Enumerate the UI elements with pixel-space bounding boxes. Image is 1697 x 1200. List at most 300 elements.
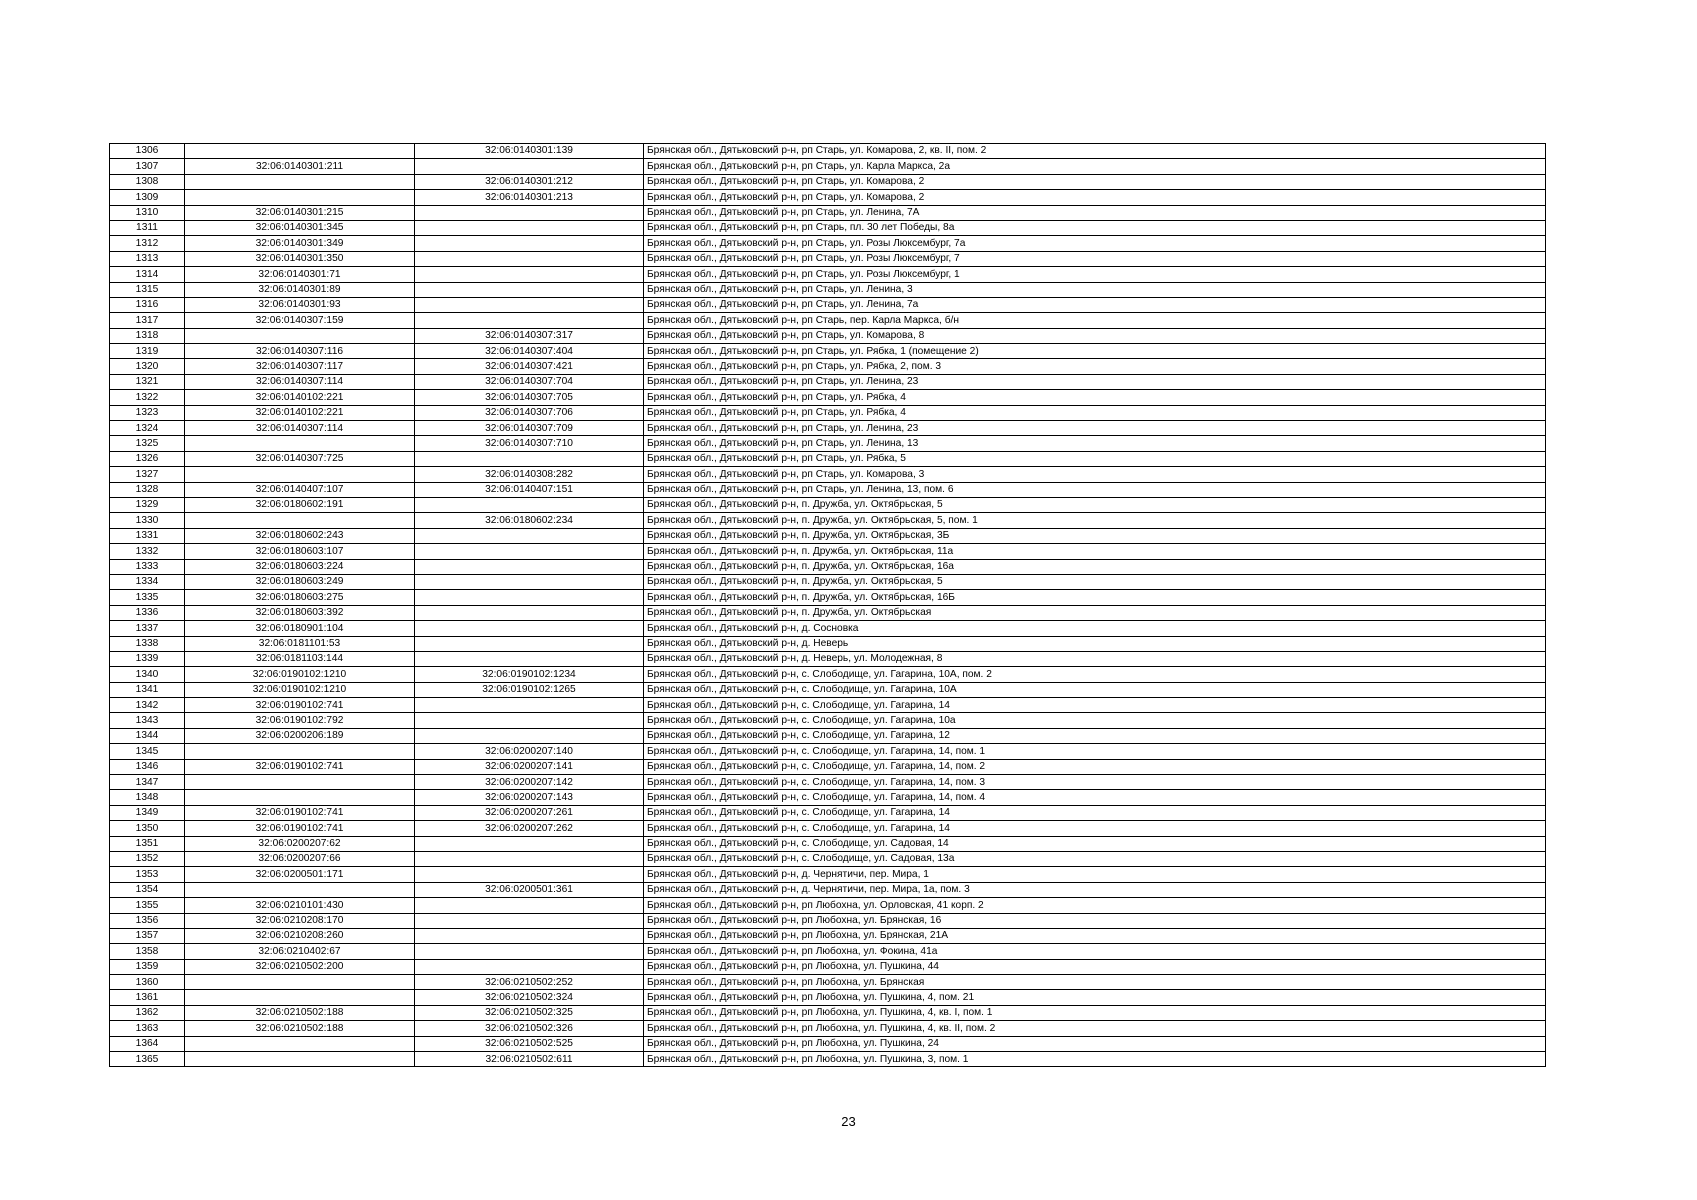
address-cell: Брянская обл., Дятьковский р-н, рп Старь, ул. Ленина, 7А [644, 205, 1546, 220]
cadastral-number-cell: 32:06:0140301:345 [185, 220, 415, 235]
row-number-cell: 1353 [110, 867, 185, 882]
address-cell: Брянская обл., Дятьковский р-н, с. Слободище, ул. Гагарина, 12 [644, 728, 1546, 743]
address-cell: Брянская обл., Дятьковский р-н, с. Слободище, ул. Гагарина, 14, пом. 2 [644, 759, 1546, 774]
row-number-cell: 1362 [110, 1005, 185, 1020]
address-cell: Брянская обл., Дятьковский р-н, рп Старь, ул. Розы Люксембург, 1 [644, 267, 1546, 282]
table-row [110, 159, 1546, 174]
row-number-cell: 1359 [110, 959, 185, 974]
address-cell: Брянская обл., Дятьковский р-н, рп Старь, пер. Карла Маркса, б/н [644, 313, 1546, 328]
cadastral-number-cell: 32:06:0140307:725 [185, 451, 415, 466]
cadastral-number-cell: 32:06:0210502:188 [185, 1005, 415, 1020]
address-cell: Брянская обл., Дятьковский р-н, рп Любохна, ул. Брянская, 21А [644, 928, 1546, 943]
address-cell: Брянская обл., Дятьковский р-н, рп Старь, ул. Комарова, 2 [644, 174, 1546, 189]
cadastral-number-cell [185, 975, 415, 990]
premises-cadastral-number-cell: 32:06:0210502:326 [415, 1021, 644, 1036]
address-cell: Брянская обл., Дятьковский р-н, рп Старь, ул. Рябка, 4 [644, 405, 1546, 420]
row-number-cell: 1327 [110, 467, 185, 482]
table-row [110, 205, 1546, 220]
premises-cadastral-number-cell [415, 851, 644, 866]
address-cell: Брянская обл., Дятьковский р-н, с. Слободище, ул. Гагарина, 10а [644, 713, 1546, 728]
address-cell: Брянская обл., Дятьковский р-н, с. Слободище, ул. Гагарина, 14 [644, 698, 1546, 713]
cadastral-number-cell [185, 328, 415, 343]
row-number-cell: 1322 [110, 390, 185, 405]
table-row [110, 359, 1546, 374]
cadastral-number-cell: 32:06:0190102:1210 [185, 682, 415, 697]
table-row [110, 990, 1546, 1005]
premises-cadastral-number-cell [415, 728, 644, 743]
cadastral-number-cell: 32:06:0190102:741 [185, 821, 415, 836]
row-number-cell: 1358 [110, 944, 185, 959]
row-number-cell: 1343 [110, 713, 185, 728]
row-number-cell: 1350 [110, 821, 185, 836]
row-number-cell: 1337 [110, 621, 185, 636]
address-cell: Брянская обл., Дятьковский р-н, д. Неверь [644, 636, 1546, 651]
cadastral-number-cell [185, 790, 415, 805]
row-number-cell: 1308 [110, 174, 185, 189]
row-number-cell: 1330 [110, 513, 185, 528]
row-number-cell: 1360 [110, 975, 185, 990]
cadastral-number-cell [185, 513, 415, 528]
cadastral-number-cell: 32:06:0190102:741 [185, 698, 415, 713]
premises-cadastral-number-cell: 32:06:0200207:143 [415, 790, 644, 805]
page-number: 23 [841, 1114, 856, 1129]
table-row [110, 482, 1546, 497]
table-row [110, 913, 1546, 928]
table-row [110, 251, 1546, 266]
premises-cadastral-number-cell: 32:06:0200501:361 [415, 882, 644, 897]
address-cell: Брянская обл., Дятьковский р-н, п. Дружба, ул. Октябрьская, 16а [644, 559, 1546, 574]
row-number-cell: 1341 [110, 682, 185, 697]
row-number-cell: 1311 [110, 220, 185, 235]
premises-cadastral-number-cell: 32:06:0140301:212 [415, 174, 644, 189]
premises-cadastral-number-cell [415, 928, 644, 943]
address-cell: Брянская обл., Дятьковский р-н, д. Неверь, ул. Молодежная, 8 [644, 651, 1546, 666]
table-row [110, 236, 1546, 251]
address-cell: Брянская обл., Дятьковский р-н, п. Дружба, ул. Октябрьская, 16Б [644, 590, 1546, 605]
address-cell: Брянская обл., Дятьковский р-н, рп Старь, ул. Розы Люксембург, 7а [644, 236, 1546, 251]
premises-cadastral-number-cell: 32:06:0140307:709 [415, 421, 644, 436]
address-cell: Брянская обл., Дятьковский р-н, рп Старь, ул. Карла Маркса, 2а [644, 159, 1546, 174]
cadastral-number-cell [185, 190, 415, 205]
cadastral-number-cell: 32:06:0210101:430 [185, 898, 415, 913]
table-row [110, 821, 1546, 836]
cadastral-number-cell: 32:06:0140301:93 [185, 297, 415, 312]
cadastral-number-cell: 32:06:0140102:221 [185, 390, 415, 405]
premises-cadastral-number-cell [415, 836, 644, 851]
address-cell: Брянская обл., Дятьковский р-н, рп Любохна, ул. Пушкина, 4, пом. 21 [644, 990, 1546, 1005]
premises-cadastral-number-cell: 32:06:0210502:525 [415, 1036, 644, 1051]
premises-cadastral-number-cell [415, 605, 644, 620]
table-row [110, 651, 1546, 666]
table-row [110, 267, 1546, 282]
row-number-cell: 1331 [110, 528, 185, 543]
cadastral-number-cell: 32:06:0200501:171 [185, 867, 415, 882]
address-cell: Брянская обл., Дятьковский р-н, п. Дружба, ул. Октябрьская, 5 [644, 497, 1546, 512]
address-cell: Брянская обл., Дятьковский р-н, рп Старь, ул. Рябка, 4 [644, 390, 1546, 405]
cadastral-number-cell: 32:06:0180602:243 [185, 528, 415, 543]
table-row [110, 1021, 1546, 1036]
address-cell: Брянская обл., Дятьковский р-н, рп Любохна, ул. Пушкина, 24 [644, 1036, 1546, 1051]
cadastral-number-cell [185, 990, 415, 1005]
address-cell: Брянская обл., Дятьковский р-н, с. Слободище, ул. Гагарина, 10А, пом. 2 [644, 667, 1546, 682]
table-row [110, 544, 1546, 559]
premises-cadastral-number-cell [415, 713, 644, 728]
address-cell: Брянская обл., Дятьковский р-н, рп Старь, ул. Рябка, 2, пом. 3 [644, 359, 1546, 374]
cadastral-number-cell: 32:06:0180603:107 [185, 544, 415, 559]
cadastral-number-cell: 32:06:0140307:159 [185, 313, 415, 328]
table-row [110, 590, 1546, 605]
row-number-cell: 1332 [110, 544, 185, 559]
address-cell: Брянская обл., Дятьковский р-н, рп Любохна, ул. Орловская, 41 корп. 2 [644, 898, 1546, 913]
cadastral-number-cell: 32:06:0190102:741 [185, 805, 415, 820]
row-number-cell: 1340 [110, 667, 185, 682]
row-number-cell: 1321 [110, 374, 185, 389]
table-row [110, 959, 1546, 974]
premises-cadastral-number-cell [415, 544, 644, 559]
premises-cadastral-number-cell [415, 651, 644, 666]
row-number-cell: 1326 [110, 451, 185, 466]
cadastral-number-cell: 32:06:0210502:200 [185, 959, 415, 974]
table-row [110, 759, 1546, 774]
cadastral-number-cell: 32:06:0140307:116 [185, 344, 415, 359]
row-number-cell: 1349 [110, 805, 185, 820]
table-row [110, 867, 1546, 882]
premises-cadastral-number-cell: 32:06:0140301:139 [415, 144, 644, 159]
table-row [110, 282, 1546, 297]
cadastral-number-cell: 32:06:0180901:104 [185, 621, 415, 636]
cadastral-number-cell: 32:06:0181103:144 [185, 651, 415, 666]
table-row [110, 528, 1546, 543]
cadastral-number-cell [185, 882, 415, 897]
table-row [110, 144, 1546, 159]
cadastral-number-cell [185, 775, 415, 790]
row-number-cell: 1363 [110, 1021, 185, 1036]
cadastral-number-cell: 32:06:0210208:260 [185, 928, 415, 943]
cadastral-number-cell: 32:06:0140407:107 [185, 482, 415, 497]
property-table [109, 143, 1546, 1067]
row-number-cell: 1346 [110, 759, 185, 774]
premises-cadastral-number-cell: 32:06:0210502:611 [415, 1052, 644, 1067]
table-row [110, 836, 1546, 851]
address-cell: Брянская обл., Дятьковский р-н, п. Дружба, ул. Октябрьская, 3Б [644, 528, 1546, 543]
cadastral-number-cell: 32:06:0200206:189 [185, 728, 415, 743]
premises-cadastral-number-cell [415, 313, 644, 328]
address-cell: Брянская обл., Дятьковский р-н, рп Старь, ул. Ленина, 13 [644, 436, 1546, 451]
table-row [110, 1005, 1546, 1020]
row-number-cell: 1314 [110, 267, 185, 282]
row-number-cell: 1339 [110, 651, 185, 666]
table-row [110, 344, 1546, 359]
address-cell: Брянская обл., Дятьковский р-н, с. Слободище, ул. Садовая, 13а [644, 851, 1546, 866]
cadastral-number-cell: 32:06:0180602:191 [185, 497, 415, 512]
address-cell: Брянская обл., Дятьковский р-н, рп Старь, ул. Комарова, 2, кв. II, пом. 2 [644, 144, 1546, 159]
address-cell: Брянская обл., Дятьковский р-н, с. Слободище, ул. Гагарина, 14, пом. 4 [644, 790, 1546, 805]
address-cell: Брянская обл., Дятьковский р-н, с. Слободище, ул. Гагарина, 14 [644, 805, 1546, 820]
address-cell: Брянская обл., Дятьковский р-н, п. Дружба, ул. Октябрьская [644, 605, 1546, 620]
address-cell: Брянская обл., Дятьковский р-н, д. Сосновка [644, 621, 1546, 636]
row-number-cell: 1306 [110, 144, 185, 159]
table-row [110, 559, 1546, 574]
premises-cadastral-number-cell: 32:06:0190102:1234 [415, 667, 644, 682]
cadastral-number-cell: 32:06:0190102:1210 [185, 667, 415, 682]
table-row [110, 467, 1546, 482]
premises-cadastral-number-cell: 32:06:0200207:261 [415, 805, 644, 820]
table-row [110, 297, 1546, 312]
cadastral-number-cell: 32:06:0190102:741 [185, 759, 415, 774]
premises-cadastral-number-cell [415, 944, 644, 959]
premises-cadastral-number-cell: 32:06:0210502:325 [415, 1005, 644, 1020]
address-cell: Брянская обл., Дятьковский р-н, д. Чернятичи, пер. Мира, 1а, пом. 3 [644, 882, 1546, 897]
address-cell: Брянская обл., Дятьковский р-н, рп Старь, ул. Рябка, 1 (помещение 2) [644, 344, 1546, 359]
table-row [110, 1052, 1546, 1067]
address-cell: Брянская обл., Дятьковский р-н, рп Старь, ул. Ленина, 23 [644, 374, 1546, 389]
address-cell: Брянская обл., Дятьковский р-н, рп Любохна, ул. Брянская [644, 975, 1546, 990]
table-row [110, 390, 1546, 405]
premises-cadastral-number-cell [415, 898, 644, 913]
row-number-cell: 1357 [110, 928, 185, 943]
address-cell: Брянская обл., Дятьковский р-н, рп Старь, ул. Комарова, 2 [644, 190, 1546, 205]
cadastral-number-cell [185, 467, 415, 482]
row-number-cell: 1325 [110, 436, 185, 451]
row-number-cell: 1323 [110, 405, 185, 420]
address-cell: Брянская обл., Дятьковский р-н, рп Старь, ул. Ленина, 3 [644, 282, 1546, 297]
row-number-cell: 1338 [110, 636, 185, 651]
premises-cadastral-number-cell [415, 267, 644, 282]
address-cell: Брянская обл., Дятьковский р-н, рп Старь, ул. Ленина, 13, пом. 6 [644, 482, 1546, 497]
premises-cadastral-number-cell: 32:06:0140307:706 [415, 405, 644, 420]
address-cell: Брянская обл., Дятьковский р-н, рп Старь, ул. Розы Люксембург, 7 [644, 251, 1546, 266]
address-cell: Брянская обл., Дятьковский р-н, рп Старь, ул. Ленина, 7а [644, 297, 1546, 312]
table-row [110, 728, 1546, 743]
row-number-cell: 1345 [110, 744, 185, 759]
premises-cadastral-number-cell: 32:06:0200207:142 [415, 775, 644, 790]
premises-cadastral-number-cell [415, 698, 644, 713]
table-row [110, 944, 1546, 959]
row-number-cell: 1354 [110, 882, 185, 897]
row-number-cell: 1351 [110, 836, 185, 851]
cadastral-number-cell: 32:06:0140301:211 [185, 159, 415, 174]
premises-cadastral-number-cell [415, 913, 644, 928]
address-cell: Брянская обл., Дятьковский р-н, с. Слободище, ул. Гагарина, 14, пом. 3 [644, 775, 1546, 790]
row-number-cell: 1315 [110, 282, 185, 297]
cadastral-number-cell [185, 174, 415, 189]
address-cell: Брянская обл., Дятьковский р-н, п. Дружба, ул. Октябрьская, 5 [644, 574, 1546, 589]
row-number-cell: 1312 [110, 236, 185, 251]
cadastral-number-cell: 32:06:0140301:89 [185, 282, 415, 297]
premises-cadastral-number-cell [415, 636, 644, 651]
table-row [110, 698, 1546, 713]
premises-cadastral-number-cell: 32:06:0210502:252 [415, 975, 644, 990]
table-row [110, 805, 1546, 820]
row-number-cell: 1328 [110, 482, 185, 497]
address-cell: Брянская обл., Дятьковский р-н, рп Любохна, ул. Фокина, 41а [644, 944, 1546, 959]
cadastral-number-cell: 32:06:0140301:350 [185, 251, 415, 266]
address-cell: Брянская обл., Дятьковский р-н, рп Старь, ул. Комарова, 8 [644, 328, 1546, 343]
cadastral-number-cell [185, 144, 415, 159]
address-cell: Брянская обл., Дятьковский р-н, рп Любохна, ул. Брянская, 16 [644, 913, 1546, 928]
property-table-body [110, 144, 1546, 1067]
cadastral-number-cell: 32:06:0210502:188 [185, 1021, 415, 1036]
row-number-cell: 1324 [110, 421, 185, 436]
premises-cadastral-number-cell [415, 574, 644, 589]
premises-cadastral-number-cell: 32:06:0200207:262 [415, 821, 644, 836]
premises-cadastral-number-cell [415, 251, 644, 266]
premises-cadastral-number-cell: 32:06:0200207:141 [415, 759, 644, 774]
row-number-cell: 1333 [110, 559, 185, 574]
cadastral-number-cell: 32:06:0140307:114 [185, 374, 415, 389]
premises-cadastral-number-cell: 32:06:0140301:213 [415, 190, 644, 205]
address-cell: Брянская обл., Дятьковский р-н, рп Старь, ул. Ленина, 23 [644, 421, 1546, 436]
address-cell: Брянская обл., Дятьковский р-н, с. Слободище, ул. Гагарина, 10А [644, 682, 1546, 697]
row-number-cell: 1319 [110, 344, 185, 359]
address-cell: Брянская обл., Дятьковский р-н, с. Слободище, ул. Гагарина, 14, пом. 1 [644, 744, 1546, 759]
cadastral-number-cell: 32:06:0140307:117 [185, 359, 415, 374]
row-number-cell: 1307 [110, 159, 185, 174]
table-row [110, 190, 1546, 205]
table-row [110, 451, 1546, 466]
address-cell: Брянская обл., Дятьковский р-н, п. Дружба, ул. Октябрьская, 11а [644, 544, 1546, 559]
cadastral-number-cell: 32:06:0180603:392 [185, 605, 415, 620]
cadastral-number-cell: 32:06:0180603:224 [185, 559, 415, 574]
table-row [110, 605, 1546, 620]
premises-cadastral-number-cell: 32:06:0140307:705 [415, 390, 644, 405]
table-row [110, 775, 1546, 790]
premises-cadastral-number-cell [415, 497, 644, 512]
table-row [110, 851, 1546, 866]
premises-cadastral-number-cell [415, 282, 644, 297]
premises-cadastral-number-cell [415, 528, 644, 543]
address-cell: Брянская обл., Дятьковский р-н, с. Слободище, ул. Садовая, 14 [644, 836, 1546, 851]
premises-cadastral-number-cell: 32:06:0140307:317 [415, 328, 644, 343]
table-row [110, 898, 1546, 913]
row-number-cell: 1344 [110, 728, 185, 743]
row-number-cell: 1334 [110, 574, 185, 589]
premises-cadastral-number-cell [415, 297, 644, 312]
address-cell: Брянская обл., Дятьковский р-н, п. Дружба, ул. Октябрьская, 5, пом. 1 [644, 513, 1546, 528]
cadastral-number-cell [185, 1036, 415, 1051]
table-row [110, 636, 1546, 651]
cadastral-number-cell: 32:06:0140301:349 [185, 236, 415, 251]
premises-cadastral-number-cell [415, 236, 644, 251]
premises-cadastral-number-cell: 32:06:0180602:234 [415, 513, 644, 528]
table-row [110, 497, 1546, 512]
table-row [110, 621, 1546, 636]
row-number-cell: 1342 [110, 698, 185, 713]
row-number-cell: 1317 [110, 313, 185, 328]
row-number-cell: 1365 [110, 1052, 185, 1067]
address-cell: Брянская обл., Дятьковский р-н, д. Чернятичи, пер. Мира, 1 [644, 867, 1546, 882]
cadastral-number-cell: 32:06:0181101:53 [185, 636, 415, 651]
row-number-cell: 1335 [110, 590, 185, 605]
cadastral-number-cell: 32:06:0210208:170 [185, 913, 415, 928]
table-row [110, 667, 1546, 682]
premises-cadastral-number-cell: 32:06:0200207:140 [415, 744, 644, 759]
premises-cadastral-number-cell [415, 559, 644, 574]
cadastral-number-cell [185, 1052, 415, 1067]
table-row [110, 790, 1546, 805]
row-number-cell: 1348 [110, 790, 185, 805]
premises-cadastral-number-cell: 32:06:0210502:324 [415, 990, 644, 1005]
cadastral-number-cell: 32:06:0180603:249 [185, 574, 415, 589]
premises-cadastral-number-cell: 32:06:0140407:151 [415, 482, 644, 497]
premises-cadastral-number-cell: 32:06:0190102:1265 [415, 682, 644, 697]
row-number-cell: 1352 [110, 851, 185, 866]
cadastral-number-cell: 32:06:0140307:114 [185, 421, 415, 436]
premises-cadastral-number-cell: 32:06:0140307:404 [415, 344, 644, 359]
row-number-cell: 1347 [110, 775, 185, 790]
premises-cadastral-number-cell [415, 621, 644, 636]
table-row [110, 513, 1546, 528]
row-number-cell: 1355 [110, 898, 185, 913]
row-number-cell: 1313 [110, 251, 185, 266]
table-row [110, 1036, 1546, 1051]
address-cell: Брянская обл., Дятьковский р-н, рп Старь, ул. Рябка, 5 [644, 451, 1546, 466]
row-number-cell: 1310 [110, 205, 185, 220]
cadastral-number-cell: 32:06:0140301:71 [185, 267, 415, 282]
premises-cadastral-number-cell [415, 590, 644, 605]
row-number-cell: 1320 [110, 359, 185, 374]
table-row [110, 436, 1546, 451]
premises-cadastral-number-cell [415, 451, 644, 466]
table-row [110, 882, 1546, 897]
row-number-cell: 1364 [110, 1036, 185, 1051]
premises-cadastral-number-cell [415, 205, 644, 220]
table-row [110, 713, 1546, 728]
premises-cadastral-number-cell: 32:06:0140308:282 [415, 467, 644, 482]
row-number-cell: 1329 [110, 497, 185, 512]
premises-cadastral-number-cell: 32:06:0140307:710 [415, 436, 644, 451]
row-number-cell: 1318 [110, 328, 185, 343]
row-number-cell: 1316 [110, 297, 185, 312]
table-row [110, 405, 1546, 420]
premises-cadastral-number-cell [415, 867, 644, 882]
table-row [110, 928, 1546, 943]
premises-cadastral-number-cell [415, 220, 644, 235]
table-row [110, 682, 1546, 697]
cadastral-number-cell: 32:06:0200207:62 [185, 836, 415, 851]
table-row [110, 574, 1546, 589]
cadastral-number-cell [185, 436, 415, 451]
address-cell: Брянская обл., Дятьковский р-н, рп Любохна, ул. Пушкина, 4, кв. I, пом. 1 [644, 1005, 1546, 1020]
table-row [110, 220, 1546, 235]
address-cell: Брянская обл., Дятьковский р-н, рп Старь, ул. Комарова, 3 [644, 467, 1546, 482]
row-number-cell: 1336 [110, 605, 185, 620]
row-number-cell: 1356 [110, 913, 185, 928]
cadastral-number-cell: 32:06:0190102:792 [185, 713, 415, 728]
row-number-cell: 1309 [110, 190, 185, 205]
premises-cadastral-number-cell [415, 959, 644, 974]
address-cell: Брянская обл., Дятьковский р-н, с. Слободище, ул. Гагарина, 14 [644, 821, 1546, 836]
address-cell: Брянская обл., Дятьковский р-н, рп Старь, пл. 30 лет Победы, 8а [644, 220, 1546, 235]
table-row [110, 421, 1546, 436]
cadastral-number-cell: 32:06:0210402:67 [185, 944, 415, 959]
premises-cadastral-number-cell: 32:06:0140307:704 [415, 374, 644, 389]
premises-cadastral-number-cell: 32:06:0140307:421 [415, 359, 644, 374]
premises-cadastral-number-cell [415, 159, 644, 174]
table-row [110, 313, 1546, 328]
address-cell: Брянская обл., Дятьковский р-н, рп Любохна, ул. Пушкина, 44 [644, 959, 1546, 974]
address-cell: Брянская обл., Дятьковский р-н, рп Любохна, ул. Пушкина, 3, пом. 1 [644, 1052, 1546, 1067]
cadastral-number-cell [185, 744, 415, 759]
cadastral-number-cell: 32:06:0200207:66 [185, 851, 415, 866]
table-row [110, 174, 1546, 189]
row-number-cell: 1361 [110, 990, 185, 1005]
table-row [110, 975, 1546, 990]
cadastral-number-cell: 32:06:0140301:215 [185, 205, 415, 220]
table-row [110, 328, 1546, 343]
table-row [110, 374, 1546, 389]
cadastral-number-cell: 32:06:0140102:221 [185, 405, 415, 420]
